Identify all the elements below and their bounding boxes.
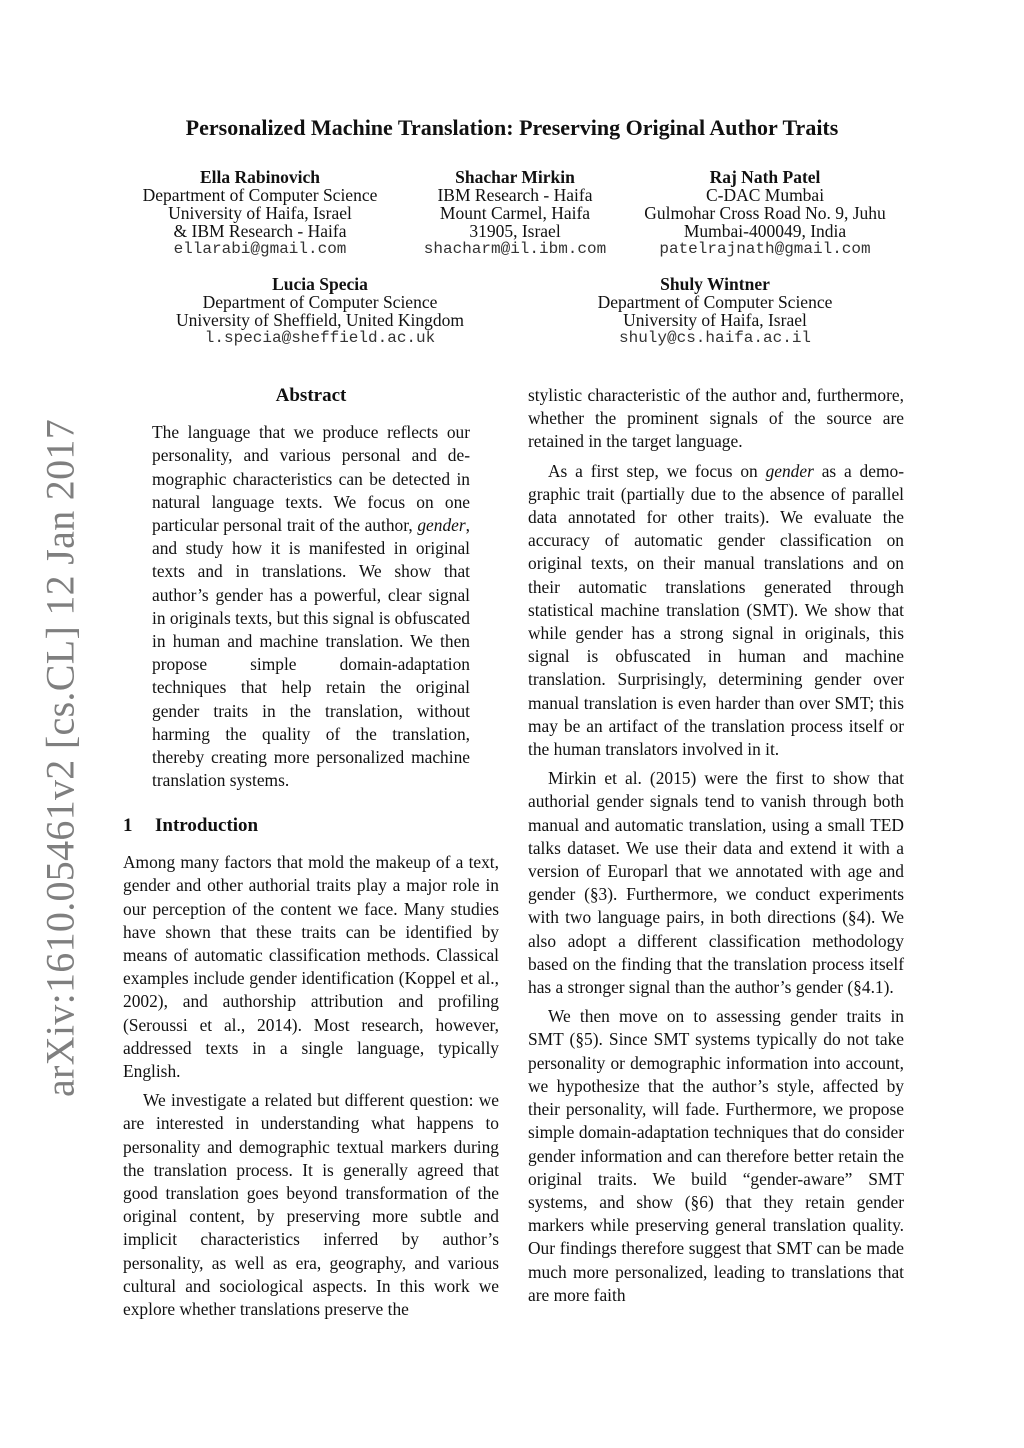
author-block (570, 275, 860, 347)
author-email[interactable]: ellarabi@gmail.com (173, 240, 347, 258)
author-affiliation: University of Haifa, Israel (623, 310, 807, 330)
paragraph: Mirkin et al. (2015) were the first to show that authorial gender signals tend to vanish through both manual and automatic translation, using a small TED talks dataset. We use their data and extend it with a version of Europarl that we annotated with age and gender (§3). Furthermore, we conduct experiments with two language pairs, in both directions (§4). We also adopt a different classification methodology based on the finding that the translation process itself has a stronger signal than the author’s gender (§4.1). (528, 768, 904, 998)
author-block (400, 168, 630, 258)
author-block (150, 275, 490, 347)
author-affiliation: Department of Computer Science (142, 185, 378, 205)
abstract-section (152, 384, 470, 792)
author-email[interactable]: l.specia@sheffield.ac.uk (204, 329, 436, 347)
introduction-section (123, 790, 499, 1321)
author-name: Shuly Wintner (660, 274, 770, 294)
author-email[interactable]: patelrajnath@gmail.com (659, 240, 871, 258)
author-email[interactable]: shacharm@il.ibm.com (423, 240, 607, 258)
author-block (124, 168, 396, 258)
author-email[interactable]: shuly@cs.haifa.ac.il (618, 329, 812, 347)
author-affiliation: Department of Computer Science (597, 292, 833, 312)
author-name: Raj Nath Patel (709, 167, 821, 187)
author-affiliation: University of Sheffield, United Kingdom (176, 310, 464, 330)
arxiv-identifier: arXiv:1610.05461v2 [cs.CL] 12 Jan 2017 (37, 419, 83, 1097)
author-affiliation: & IBM Research - Haifa (173, 221, 347, 241)
abstract-body: The language that we produce reflects our personality, and various personal and demographic characteristics can be detected in natural language texts. We focus on one particular personal trait of the author, gender, and study how it is manifested in original texts and in translations. We show that author’s gender has a powerful, clear signal in originals texts, but this signal is obfuscated in human and machine translation. We then propose simple domain-adaptation techniques that help retain the original gender traits in the translation, without harming the quality of the translation, thereby creating more personalized machine translation systems. (152, 422, 470, 791)
author-name: Ella Rabinovich (199, 167, 321, 187)
author-name: Lucia Specia (272, 274, 368, 294)
paragraph: stylistic characteristic of the author and, furthermore, whether the prominent signals of the source are retained in the target language. (528, 385, 904, 452)
author-affiliation: Mumbai-400049, India (683, 221, 847, 241)
author-affiliation: IBM Research - Haifa (437, 185, 593, 205)
paper-title: Personalized Machine Translation: Preserving Original Author Traits (185, 115, 839, 140)
author-name: Shachar Mirkin (455, 167, 575, 187)
author-affiliation: 31905, Israel (469, 221, 561, 241)
author-affiliation: Gulmohar Cross Road No. 9, Juhu (644, 203, 886, 223)
author-affiliation: C-DAC Mumbai (705, 185, 825, 205)
author-block (636, 168, 894, 258)
author-affiliation: Department of Computer Science (202, 292, 438, 312)
paragraph: Among many factors that mold the makeup of a text, gender and other authorial traits play a major role in our perception of the content we face. Many studies have shown that these traits can be identified by means of automatic classification methods. Classical examples include gender identification (Koppel et al., 2002), and authorship attribution and profiling (Seroussi et al., 2014). Most research, however, addressed texts in a single language, typically English. (123, 852, 499, 1082)
abstract-heading: Abstract (275, 385, 347, 406)
paragraph: We then move on to assessing gender traits in SMT (§5). Since SMT systems typically do not take personality or demographic information into account, we hypothesize that the author’s style, affected by their personality, will fade. Furthermore, we propose simple domain-adaptation techniques that do consider gender information and can therefore better retain the original traits. We build “gender-aware” SMT systems, and show (§6) that they retain gender markers while preserving general translation quality. Our findings therefore suggest that SMT can be made much more personalized, leading to translations that are more faith (528, 1006, 904, 1305)
author-affiliation: Mount Carmel, Haifa (439, 203, 591, 223)
right-column (528, 384, 904, 1307)
section-heading: 1 Introduction (123, 815, 259, 836)
paragraph: As a first step, we focus on gender as a demographic trait (partially due to the absence of parallel data annotated for other traits). We evaluate the accuracy of automatic gender classification on original texts, on their manual translations and on their automatic translations generated through statistical machine translation (SMT). We show that while gender has a strong signal in originals, this signal is obfuscated in human and machine translation. Surprisingly, determining gender over manual translation is even harder than over SMT; this may be an artifact of the translation process itself or the human translators involved in it. (528, 460, 904, 760)
author-affiliation: University of Haifa, Israel (168, 203, 352, 223)
paragraph: We investigate a related but different question: we are interested in understanding what happens to personality and demographic textual markers during the translation process. It is generally agreed that good translation goes beyond transformation of the original content, by preserving more subtle and implicit characteristics inferred by author’s personality, as well as era, geography, and various cultural and sociological aspects. In this work we explore whether translations preserve the (123, 1090, 499, 1320)
